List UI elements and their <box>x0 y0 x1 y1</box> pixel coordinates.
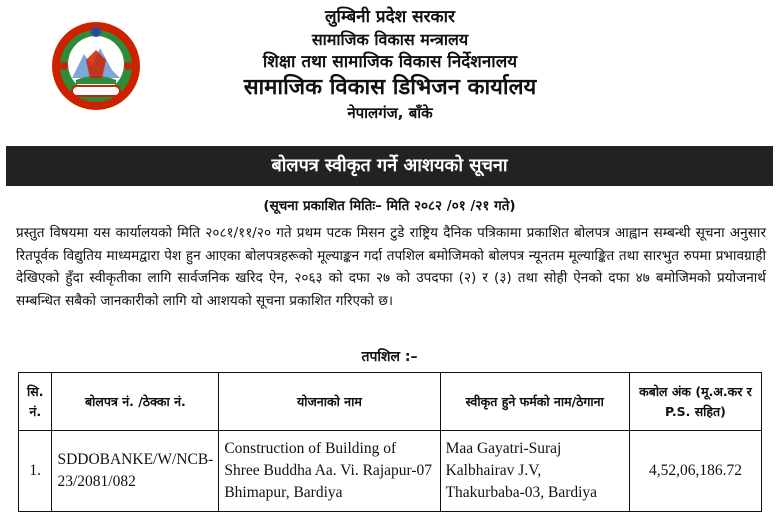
office-location: नेपालगंज, बाँके <box>347 104 433 122</box>
cell-project: Construction of Building of Shree Buddha Aa. Vi. Rajapur-07 Bhimapur, Bardiya <box>219 431 440 512</box>
notice-body: प्रस्तुत विषयमा यस कार्यालयको मिति २०८१/११/२० गते प्रथम पटक मिसन टुडे राष्ट्रिय दैनिक पत्रिकामा प्रकाशित बोलपत्र आह्वान सम्बन्धी सूचना अनुसार रितपूर्वक विद्युतिय माध्यमद्वारा पेश हुन आएका बोलपत्रहरूको मूल्याङ्कन गर्दा तपशिल बमोजिमको बोलपत्र न्यूनतम मूल्याङ्कित तथा सारभुत रुपमा प्रभावग्राही देखिएको हुँदा स्वीकृतीका लागि सार्वजनिक खरिद ऐन, २०६३ को दफा २७ को उपदफा (२) र (३) तथा सोही ऐनको दफा ४७ बमोजिमको प्रयोजनार्थ सम्बन्धित सबैको जानकारीको लागि यो आशयको सूचना प्रकाशित गरिएको छ। <box>16 225 767 309</box>
cell-contract-no: SDDOBANKE/W/NCB-23/2081/082 <box>52 431 219 512</box>
nepal-emblem-icon <box>50 20 142 112</box>
cell-amount: 4,52,06,186.72 <box>629 431 761 512</box>
table-header-row <box>19 373 762 431</box>
publish-date: (सूचना प्रकाशित मितिः– मिति २०८२ /०१ /२१ गते) <box>263 198 516 214</box>
office-header <box>150 6 630 124</box>
header-project: योजनाको नाम <box>219 373 440 431</box>
ministry-name: सामाजिक विकास मन्त्रालय <box>311 30 469 49</box>
table-row <box>19 431 762 512</box>
header-amount: कबोल अंक (मू.अ.कर र P.S. सहित) <box>629 373 761 431</box>
cell-sn: 1. <box>19 431 52 512</box>
bid-table <box>18 372 762 512</box>
cell-firm: Maa Gayatri-Suraj Kalbhairav J.V, Thakurbaba-03, Bardiya <box>440 431 629 512</box>
notice-title: बोलपत्र स्वीकृत गर्ने आशयको सूचना <box>6 146 773 186</box>
province-name: लुम्बिनी प्रदेश सरकार <box>325 7 455 27</box>
details-heading: तपशिल :– <box>361 349 418 365</box>
office-name: सामाजिक विकास डिभिजन कार्यालय <box>243 75 537 100</box>
header-contract-no: बोलपत्र नं. /ठेक्का नं. <box>52 373 219 431</box>
directorate-name: शिक्षा तथा सामाजिक विकास निर्देशनालय <box>262 52 518 72</box>
header-firm: स्वीकृत हुने फर्मको नाम/ठेगाना <box>440 373 629 431</box>
header-sn: सि. नं. <box>19 373 52 431</box>
